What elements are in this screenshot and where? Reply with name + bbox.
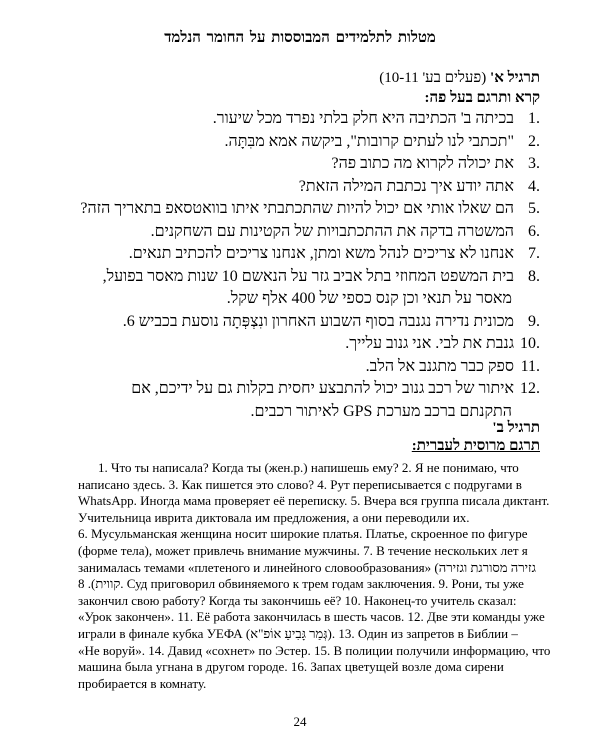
list-item <box>40 243 540 266</box>
list-item <box>40 108 540 131</box>
text-line: «Урок закончен». 11. Её работа закончилась в шесть часов. 12. Две эти команды уже <box>78 609 545 625</box>
item-number: .3 <box>528 155 540 172</box>
exercise1-heading: תרגיל א' <box>490 70 540 86</box>
item-text-continuation: התקנתם ברכב מערכת GPS לאיתור רכבים. <box>250 402 512 420</box>
item-text: מכונית נדירה נגנבה בסוף השבוע האחרון ונִצְפְּתָה נוסעת בכביש 6. <box>122 312 514 330</box>
exercise1-heading-note: (פעלים בע' 10-11) <box>379 70 487 86</box>
exercise2-heading: תרגיל ב' <box>492 420 540 436</box>
item-text: את יכולה לקרוא מה כתוב פה? <box>331 155 514 172</box>
item-number: .5 <box>528 200 540 217</box>
item-text-continuation: מאסר על תנאי וכן קנס כספי של 400 אלף שקל. <box>226 290 512 307</box>
item-text: "תכתבי לנו לעתים קרובות", ביקשה אמא מבִּתָּה. <box>224 132 514 150</box>
item-text: גנבת את לבי. אני גנוב עלייך. <box>345 335 514 352</box>
item-text: אתה יודע איך נכתבת המילה הזאת? <box>298 177 514 195</box>
exercise1-header <box>60 68 540 108</box>
list-item <box>40 131 540 154</box>
exercise1-instruction: קרא ותרגם בעל פה: <box>424 90 540 106</box>
text-line: Учительница иврита диктовала им предложения, а они переводили их. <box>78 509 470 525</box>
text-line: «Не воруй». 14. Давид «сохнет» по Эстер. 15. В полиции получили информацию, что <box>78 642 551 658</box>
item-text: המשטרה בדקה את ההתכתבויות של הקטינות עם השחקנים. <box>150 222 514 240</box>
list-item <box>40 333 540 356</box>
exercise2-text <box>78 460 551 692</box>
item-number: .2 <box>528 132 540 150</box>
item-number: .10 <box>520 335 540 352</box>
text-line: WhatsApp. Иногда мама проверяет её переписку. 5. Вчера вся группа писала диктант. <box>78 493 550 509</box>
item-number: .6 <box>528 222 540 240</box>
text-line: (форме тела), может привлечь внимание мужчины. 7. В течение нескольких лет я <box>78 542 528 558</box>
list-item <box>40 378 540 423</box>
item-number: .1 <box>528 110 540 127</box>
list-item <box>40 266 540 311</box>
item-text: בית המשפט המחוזי בתל אביב גזר על הנאשם 10 שנות מאסר בפועל, <box>102 267 514 285</box>
exercise2-instruction: תרגם מרוסית לעברית: <box>411 438 540 454</box>
page-number: 24 <box>293 714 307 729</box>
item-number: .8 <box>528 267 540 285</box>
text-line: занималась темами «плетеного и линейного словообразования» (גזירה מסורגת וגזירה <box>78 559 536 575</box>
list-item <box>40 153 540 176</box>
list-item <box>40 221 540 244</box>
list-item <box>40 311 540 334</box>
item-text: אנחנו לא צריכים לנהל משא ומתן, אנחנו צריכים להכתיב תנאים. <box>128 245 514 262</box>
item-text: איתור של רכב גנוב יכול להתבצע יחסית בקלות גם על ידיכם, אם <box>131 380 514 397</box>
list-item <box>40 176 540 199</box>
item-number: .12 <box>520 380 540 397</box>
text-line: קווית). 8. Суд приговорил обвиняемого к трем годам заключения. 9. Рони, ты уже <box>78 576 524 592</box>
exercise1-list <box>40 108 540 423</box>
page-title: מטלות לתלמידים המבוססות על החומר הנלמד <box>164 30 436 46</box>
item-text: הם שאלו אותי אם יכול להיות שהתכתבתי איתו בוואטסאפ בתאריך הזה? <box>80 200 514 217</box>
text-line: играли в финале кубка УЕФА (גְּמַר גָּבִיעַ אוֹפ"א). 13. Один из запретов в Библии – <box>78 625 518 641</box>
item-text: ספק כבר מתגנב אל הלב. <box>365 357 514 375</box>
text-line: закончил свою работу? Когда ты закончишь её? 10. Наконец-то учитель сказал: <box>78 592 517 608</box>
text-line: 1. Что ты написала? Когда ты (жен.р.) напишешь ему? 2. Я не понимаю, что <box>98 460 519 475</box>
item-number: .7 <box>528 245 540 262</box>
text-line: пробирается в комнату. <box>78 675 207 691</box>
item-number: .4 <box>528 177 540 195</box>
item-number: .9 <box>528 312 540 330</box>
text-line: машина была угнана в другом городе. 16. Запах цветущей возле дома сирени <box>78 659 504 675</box>
item-number: .11 <box>520 357 540 375</box>
list-item <box>40 198 540 221</box>
text-line: написано здесь. 3. Как пишется это слово? 4. Рут переписывается с подругами в <box>78 476 522 492</box>
text-line: 6. Мусульманская женщина носит широкие платья. Платье, скроенное по фигуре <box>78 526 528 542</box>
exercise1-heading-line <box>60 68 540 88</box>
item-text: בכיתה ב' הכתיבה היא חלק בלתי נפרד מכל שיעור. <box>212 110 514 127</box>
list-item <box>40 356 540 379</box>
